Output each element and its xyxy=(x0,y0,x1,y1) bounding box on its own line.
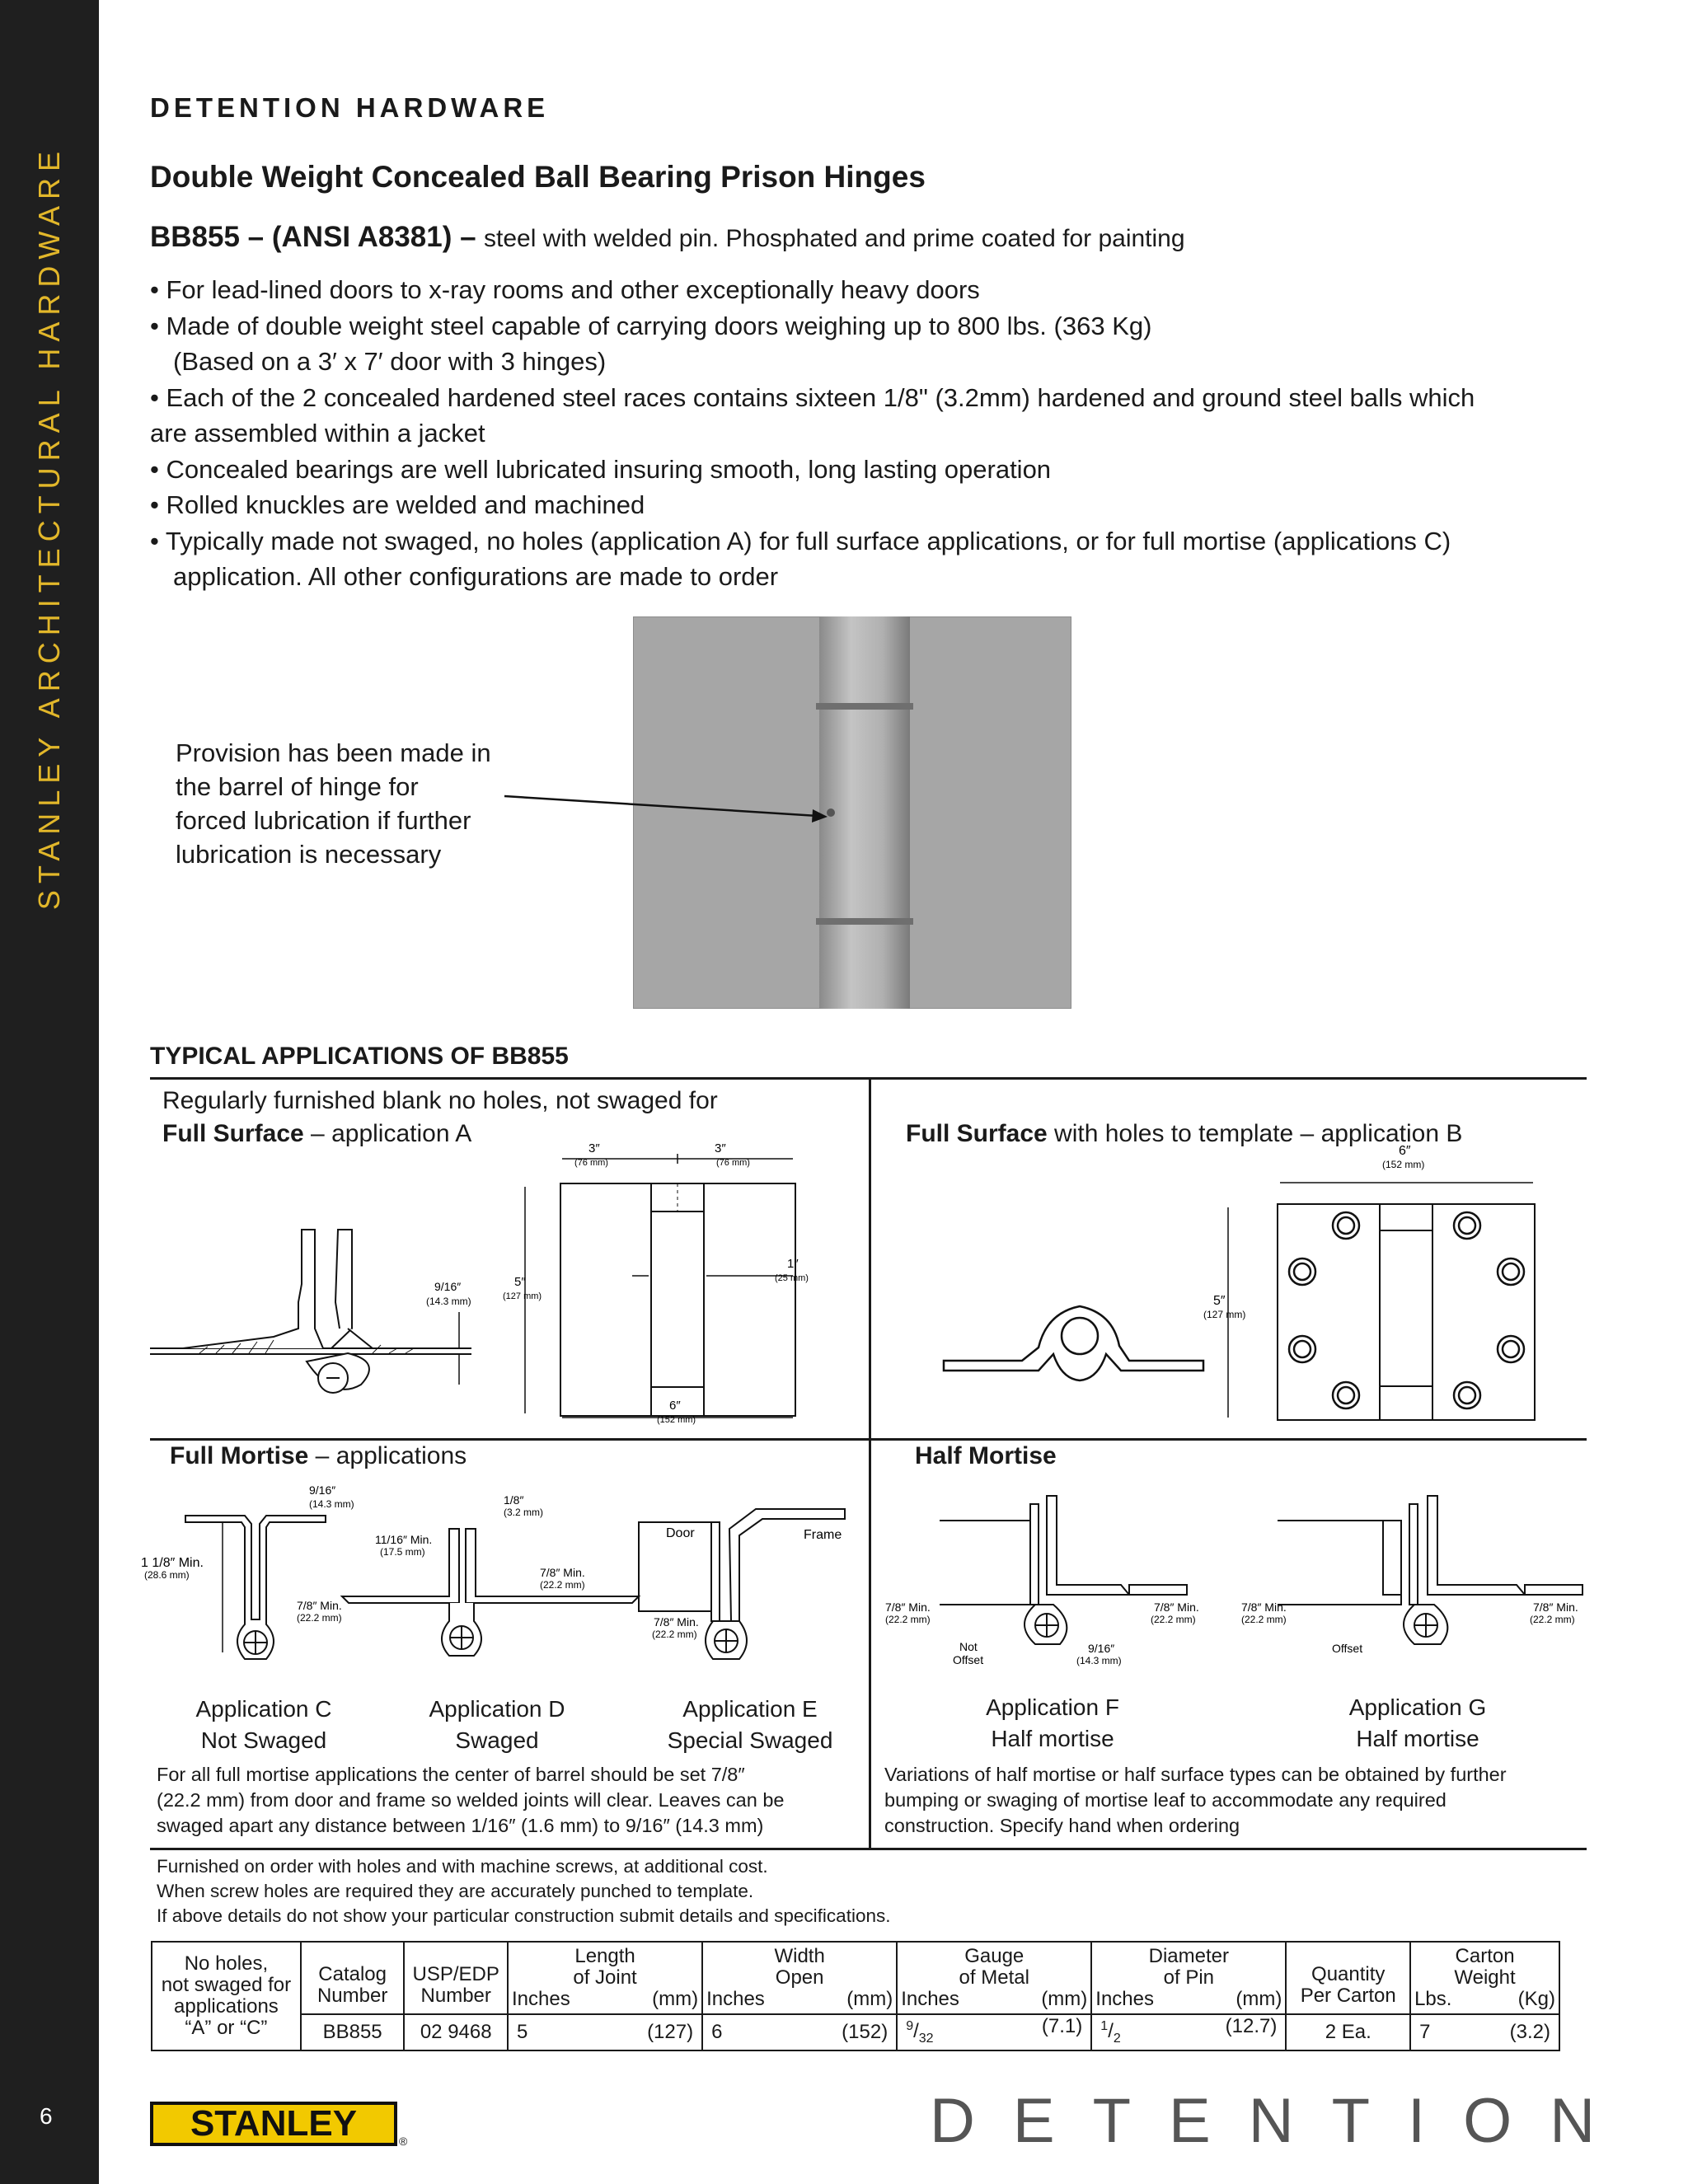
callout-line: forced lubrication if further xyxy=(176,806,471,835)
app-f-not-offset-1: Not xyxy=(959,1640,978,1653)
app-e-frame-label: Frame xyxy=(804,1528,842,1542)
bullet-continuation: are assembled within a jacket xyxy=(150,419,485,448)
furnished-line: If above details do not show your particular construction submit details and specifications. xyxy=(157,1905,891,1926)
app-f-not-offset-2: Offset xyxy=(953,1653,984,1666)
app-f-dim-nine16: 9/16″ xyxy=(1088,1642,1115,1655)
app-b-dim-six: 6″ xyxy=(1399,1144,1411,1158)
app-d-dim-eleven16: 11/16″ Min. xyxy=(375,1533,433,1546)
grid-line xyxy=(869,1077,871,1850)
app-f-dim-seven8-left: 7/8″ Min. xyxy=(885,1601,931,1614)
cell-weight: 7 (3.2) xyxy=(1410,2014,1559,2050)
app-c-dim-seven8-mm: (22.2 mm) xyxy=(297,1612,342,1624)
header-usp: USP/EDP Number xyxy=(404,1942,508,2014)
model-description: steel with welded pin. Phosphated and prime coated for painting xyxy=(484,225,1185,252)
app-a-bold: Full Surface xyxy=(162,1120,304,1147)
app-a-rest: – application A xyxy=(303,1120,472,1147)
header-diameter: Diameter of Pin Inches (mm) xyxy=(1091,1942,1286,2014)
hm-bold: Half Mortise xyxy=(915,1442,1057,1469)
app-f-name: Application F xyxy=(986,1694,1119,1720)
app-d-dim-seven8: 7/8″ Min. xyxy=(540,1566,585,1579)
cell-gauge: $^9/_{32}$ (7.1) xyxy=(897,2014,1091,2050)
app-f-dim-nine16-mm: (14.3 mm) xyxy=(1076,1655,1122,1666)
bullet: • Each of the 2 concealed hardened steel races contains sixteen 1/8" (3.2mm) hardened and ground steel balls which xyxy=(150,382,1475,412)
app-f-dim-seven8-right: 7/8″ Min. xyxy=(1154,1601,1199,1614)
full-mortise-caption xyxy=(170,1442,467,1470)
header-carton: Carton Weight Lbs. (Kg) xyxy=(1410,1942,1559,2014)
app-a-dim-nine16-mm: (14.3 mm) xyxy=(426,1296,471,1307)
app-e-dim-seven8-mm: (22.2 mm) xyxy=(652,1629,697,1640)
stanley-logo: STANLEY xyxy=(150,2102,397,2146)
app-a-dim-three-left: 3″ xyxy=(588,1141,600,1155)
header-quantity: Quantity Per Carton xyxy=(1286,1942,1410,2014)
note-line: Variations of half mortise or half surface types can be obtained by further xyxy=(884,1764,1507,1785)
app-b-rest: with holes to template – application B xyxy=(1047,1120,1463,1147)
note-line: swaged apart any distance between 1/16″ (1.6 mm) to 9/16″ (14.3 mm) xyxy=(157,1815,764,1836)
app-a-diagram xyxy=(150,1137,859,1434)
header-width: Width Open Inches (mm) xyxy=(702,1942,897,2014)
app-c-name: Application C xyxy=(195,1696,332,1722)
fm-rest: – applications xyxy=(308,1442,467,1469)
cell-pin: $^1/_2$ (12.7) xyxy=(1091,2014,1286,2050)
app-c-label xyxy=(165,1694,363,1756)
app-f-sub: Half mortise xyxy=(991,1726,1114,1751)
bullet: • Made of double weight steel capable of carrying doors weighing up to 800 lbs. (363 Kg) xyxy=(150,311,1152,340)
app-c-dim-one18: 1 1/8″ Min. xyxy=(141,1556,204,1570)
app-f-dim-seven8-right-mm: (22.2 mm) xyxy=(1151,1614,1196,1625)
cell-quantity: 2 Ea. xyxy=(1286,2014,1410,2050)
fm-bold: Full Mortise xyxy=(170,1442,309,1469)
callout-arrow xyxy=(495,783,841,832)
bullet-continuation: application. All other configurations are made to order xyxy=(173,562,779,591)
app-c-drawing xyxy=(185,1516,326,1659)
app-e-label xyxy=(651,1694,849,1756)
callout-line: lubrication is necessary xyxy=(176,840,442,869)
app-a-dim-nine16: 9/16″ xyxy=(434,1280,462,1293)
app-d-dim-one8: 1/8″ xyxy=(504,1493,524,1507)
app-d-dim-one8-mm: (3.2 mm) xyxy=(504,1507,543,1518)
note-line: bumping or swaging of mortise leaf to accommodate any required xyxy=(884,1789,1447,1811)
app-a-dim-one: 1″ xyxy=(787,1257,799,1271)
lubrication-callout xyxy=(176,736,491,871)
app-d-dim-seven8-mm: (22.2 mm) xyxy=(540,1579,585,1591)
app-e-door-label: Door xyxy=(666,1526,695,1540)
note-line: (22.2 mm) from door and frame so welded joints will clear. Leaves can be xyxy=(157,1789,785,1811)
page-number: 6 xyxy=(40,2103,53,2129)
app-b-dim-six-mm: (152 mm) xyxy=(1382,1159,1425,1170)
app-g-dim-seven8-right-mm: (22.2 mm) xyxy=(1530,1614,1575,1625)
bullet: • For lead-lined doors to x-ray rooms and other exceptionally heavy doors xyxy=(150,275,980,304)
app-a-dim-five: 5″ xyxy=(514,1275,526,1289)
bullet: • Typically made not swaged, no holes (application A) for full surface applications, or for full mortise (applications C) xyxy=(150,526,1451,555)
app-e-dim-seven8: 7/8″ Min. xyxy=(654,1615,699,1629)
app-f-drawing xyxy=(940,1496,1187,1644)
detention-wordmark: DETENTION xyxy=(930,2086,1634,2156)
app-e-name: Application E xyxy=(682,1696,818,1722)
full-mortise-diagrams xyxy=(136,1479,861,1685)
app-g-sub: Half mortise xyxy=(1356,1726,1479,1751)
app-c-dim-nine16: 9/16″ xyxy=(309,1483,336,1497)
app-g-dim-seven8-left-mm: (22.2 mm) xyxy=(1241,1614,1287,1625)
half-mortise-caption xyxy=(915,1442,1057,1470)
app-d-dim-eleven16-mm: (17.5 mm) xyxy=(380,1546,425,1558)
app-c-sub: Not Swaged xyxy=(200,1727,327,1753)
app-c-dim-seven8: 7/8″ Min. xyxy=(297,1599,342,1612)
app-d-label xyxy=(398,1694,596,1756)
sidebar-vertical-text: STANLEY ARCHITECTURAL HARDWARE xyxy=(32,144,66,911)
app-a-caption-line1: Regularly furnished blank no holes, not swaged for xyxy=(162,1087,718,1114)
note-line: For all full mortise applications the center of barrel should be set 7/8″ xyxy=(157,1764,745,1785)
app-d-name: Application D xyxy=(429,1696,565,1722)
applications-heading: TYPICAL APPLICATIONS OF BB855 xyxy=(150,1043,569,1070)
half-mortise-note xyxy=(884,1762,1507,1839)
app-g-name: Application G xyxy=(1348,1694,1487,1720)
half-mortise-diagrams xyxy=(874,1479,1591,1685)
app-b-dim-five-mm: (127 mm) xyxy=(1203,1309,1246,1320)
app-a-dim-three-left-mm: (76 mm) xyxy=(574,1158,608,1168)
app-b-dim-five: 5″ xyxy=(1213,1294,1226,1308)
app-b-bold: Full Surface xyxy=(906,1120,1048,1147)
bullet: • Rolled knuckles are welded and machined xyxy=(150,490,645,519)
header-noholes: No holes, not swaged for applications “A” or “C” xyxy=(152,1942,301,2050)
app-a-dim-five-mm: (127 mm) xyxy=(503,1291,542,1301)
app-a-dim-three-right-mm: (76 mm) xyxy=(716,1158,750,1168)
furnished-line: When screw holes are required they are accurately punched to template. xyxy=(157,1881,754,1901)
app-f-label xyxy=(954,1692,1151,1755)
app-f-dim-seven8-left-mm: (22.2 mm) xyxy=(885,1614,931,1625)
section-heading: DETENTION HARDWARE xyxy=(150,92,550,123)
note-line: construction. Specify hand when ordering xyxy=(884,1815,1240,1836)
app-a-dim-three-right: 3″ xyxy=(715,1141,726,1155)
app-a-dim-one-mm: (25 mm) xyxy=(775,1273,809,1283)
table-row xyxy=(152,2014,1559,2050)
header-catalog: Catalog Number xyxy=(301,1942,405,2014)
page-title: Double Weight Concealed Ball Bearing Prison Hinges xyxy=(150,160,926,194)
furnished-line: Furnished on order with holes and with machine screws, at additional cost. xyxy=(157,1856,768,1877)
app-e-sub: Special Swaged xyxy=(667,1727,833,1753)
model-code: BB855 – (ANSI A8381) – xyxy=(150,221,476,253)
registered-mark: ® xyxy=(399,2135,408,2148)
full-mortise-note xyxy=(157,1762,785,1839)
cell-width: 6 (152) xyxy=(702,2014,897,2050)
app-c-dim-nine16-mm: (14.3 mm) xyxy=(309,1498,354,1510)
header-gauge: Gauge of Metal Inches (mm) xyxy=(897,1942,1091,2014)
sidebar xyxy=(0,0,99,2184)
app-g-dim-seven8-right: 7/8″ Min. xyxy=(1533,1601,1578,1614)
cell-catalog: BB855 xyxy=(301,2014,405,2050)
app-a-dim-six-mm: (152 mm) xyxy=(657,1415,696,1425)
app-b-diagram xyxy=(874,1141,1582,1430)
app-g-label xyxy=(1319,1692,1517,1755)
app-g-dim-seven8-left: 7/8″ Min. xyxy=(1241,1601,1287,1614)
callout-line: the barrel of hinge for xyxy=(176,772,419,801)
bullet-continuation: (Based on a 3′ x 7′ door with 3 hinges) xyxy=(173,347,607,376)
callout-line: Provision has been made in xyxy=(176,738,491,767)
spec-table xyxy=(151,1941,1560,2051)
bullet: • Concealed bearings are well lubricated insuring smooth, long lasting operation xyxy=(150,454,1052,484)
furnished-note xyxy=(157,1854,890,1929)
feature-list xyxy=(150,272,1568,595)
cell-length: 5 (127) xyxy=(508,2014,702,2050)
header-length: Length of Joint Inches (mm) xyxy=(508,1942,702,2014)
app-d-sub: Swaged xyxy=(455,1727,539,1753)
app-a-dim-six: 6″ xyxy=(669,1399,681,1413)
app-g-offset-label: Offset xyxy=(1332,1642,1363,1655)
app-c-dim-one18-mm: (28.6 mm) xyxy=(144,1569,190,1581)
model-line xyxy=(150,221,1185,254)
cell-usp: 02 9468 xyxy=(404,2014,508,2050)
